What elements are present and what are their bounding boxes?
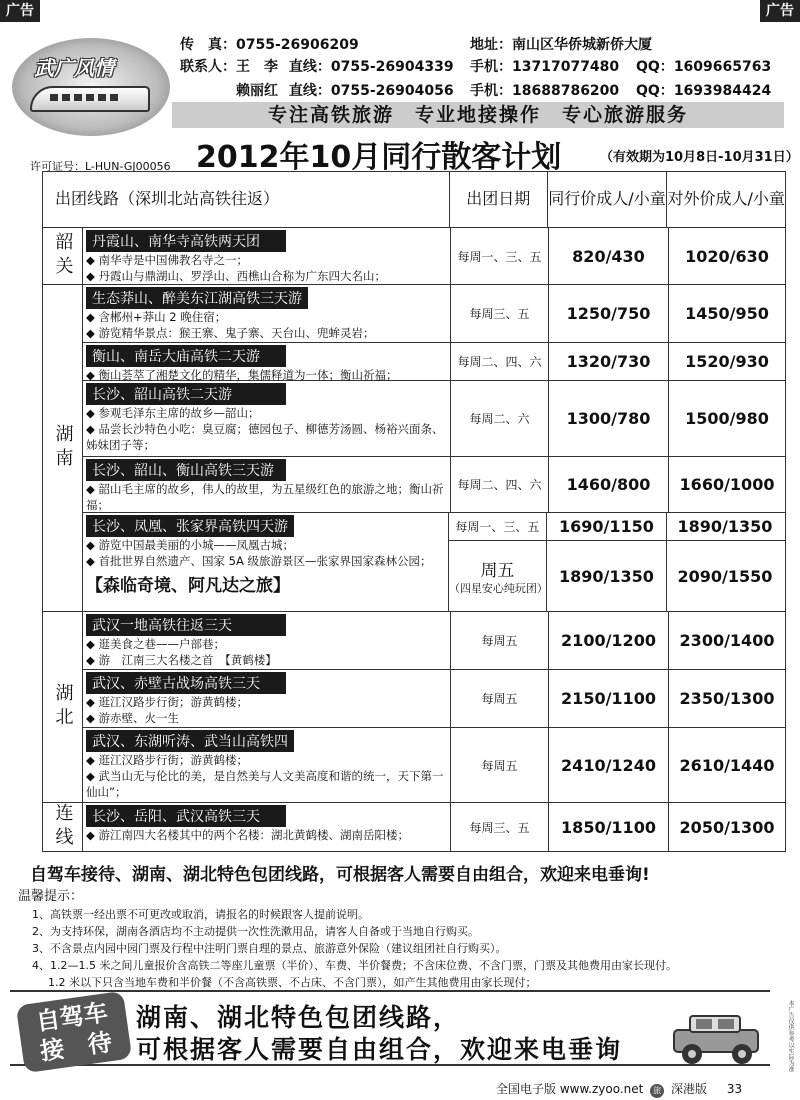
route-bullet: ◆ 含郴州+莽山 2 晚住宿； (86, 309, 447, 325)
table-row (83, 670, 785, 728)
route-date: 每周二、四、六 (451, 457, 549, 512)
table-row (83, 381, 785, 457)
route-date: 每周三、五 (451, 803, 549, 851)
route-bullet: ◆ 韶山毛主席的故乡，伟人的故里，为五星级红色的旅游之地；衡山祈福； (86, 481, 447, 513)
tip-item: 3、不含景点内园中园门票及行程中注明门票自理的景点、旅游意外保险（建议组团社自行购买）。 (32, 942, 507, 955)
route-public-price: 1890/1350 (677, 517, 773, 536)
route-bullet: ◆ 逛美食之巷——户部巷； (86, 636, 447, 652)
route-title: 丹霞山、南华寺高铁两天团 (86, 230, 286, 252)
region-name: 连线 (43, 803, 83, 851)
contact-person-1: 联系人：王 李 直线：0755-26904339 (180, 59, 454, 75)
table-row (83, 513, 785, 611)
promo-line-1: 湖南、湖北特色包团线路， (136, 1003, 461, 1032)
route-date: 每周五 (451, 728, 549, 802)
footer-site[interactable]: 全国电子版 www.zyoo.net (496, 1082, 644, 1096)
call-to-action: 自驾车接待、湖南、湖北特色包团线路，可根据客人需要自由组合，欢迎来电垂询! (30, 865, 650, 885)
route-public-price: 1020/630 (685, 246, 769, 266)
route-bullet: ◆ 丹霞山与鼎湖山、罗浮山、西樵山合称为广东四大名山； (86, 268, 447, 284)
route-bullet: ◆ 游 江南三大名楼之首 【黄鹤楼】 (86, 652, 447, 668)
table-row (83, 285, 785, 343)
contact-mobile-1: 手机：13717077480 (470, 59, 620, 75)
tip-item: 1.2 米以下只含当地车费和半价餐（不含高铁票、不占床、不含门票），如产生其他费用由家长现付； (48, 976, 537, 989)
license-number: 许可证号：L-HUN-GJ00056 (30, 160, 171, 173)
route-peer-price: 820/430 (549, 228, 669, 284)
route-title: 武汉、东湖听涛、武当山高铁四 (86, 730, 294, 752)
tip-item: 2、为支持环保，湖南各酒店均不主动提供一次性洗漱用品，请客人自备或于当地自行购买。 (32, 925, 479, 938)
header-public-price: 对外价 成人/小童 (667, 189, 785, 209)
route-title: 长沙、韶山、衡山高铁三天游 (86, 459, 286, 481)
route-bullet: ◆ 首批世界自然遗产、国家 5A 级旅游景区—张家界国家森林公园； (86, 553, 445, 569)
logo (12, 38, 170, 136)
route-date: 每周三、五 (451, 285, 549, 342)
footer (496, 1080, 742, 1098)
table-header (43, 172, 785, 228)
table-row (83, 728, 785, 802)
route-public-price: 1660/1000 (679, 475, 775, 494)
ad-label-left: 广告 (0, 0, 40, 22)
region-shaoguan (43, 228, 785, 285)
route-bullet: ◆ 武当山无与伦比的美，是自然美与人文美高度和谐的统一，天下第一仙山”； (86, 768, 447, 800)
route-public-price: 1450/950 (685, 304, 769, 323)
page-title: 2012年10月同行散客计划 (196, 140, 562, 175)
route-date: 每周一、三、五 (451, 228, 549, 284)
route-date: 每周五 (451, 612, 549, 669)
route-bullet: ◆ 逛江汉路步行街；游黄鹤楼； (86, 694, 447, 710)
route-peer-price: 1460/800 (549, 457, 669, 512)
tour-price-table (42, 171, 786, 852)
contact-qq-1: QQ：1609665763 (636, 59, 772, 75)
region-name: 韶关 (43, 228, 83, 284)
header-peer-price: 同行价 成人/小童 (548, 172, 668, 227)
region-name: 湖南 (43, 285, 83, 611)
slogan-bar: 专注高铁旅游 专业地接操作 专心旅游服务 (172, 102, 784, 128)
side-note: 本广告仅供参考以实际为准 (787, 1000, 794, 1072)
route-bullet: ◆ 逛江汉路步行街；游黄鹤楼； (86, 752, 447, 768)
tip-item: 4、1.2—1.5 米之间儿童报价含高铁二等座儿童票（半价）、车费、半价餐费；不含床位费、不含门票，门票及其他费用由家长现付。 (32, 959, 677, 972)
contact-person-2: 赖丽红 直线：0755-26904056 (236, 83, 454, 99)
logo-text: 武广风情 (34, 56, 114, 80)
ad-label-right: 广告 (760, 0, 800, 22)
region-combined (43, 803, 785, 851)
address-line: 地址：南山区华侨城新侨大厦 (470, 37, 652, 53)
region-name: 湖北 (43, 612, 83, 802)
route-title: 武汉一地高铁往返三天 (86, 614, 286, 636)
route-date: 每周一、三、五 (449, 513, 547, 540)
region-hunan (43, 285, 785, 612)
route-bullet: ◆ 游江南四大名楼其中的两个名楼：湖北黄鹤楼、湖南岳阳楼； (86, 827, 447, 843)
route-bullet: ◆ 游览精华景点：猴王寨、鬼子寨、天台山、兜蛑灵岩； (86, 325, 447, 341)
table-row (83, 343, 785, 381)
route-bullet: ◆ 游赤壁、火一生 (86, 710, 447, 726)
route-bullet: ◆ 游览中国最美丽的小城——凤凰古城； (86, 537, 445, 553)
promo-line-2: 可根据客人需要自由组合，欢迎来电垂询 (136, 1035, 623, 1064)
region-hubei (43, 612, 785, 803)
route-title: 衡山、南岳大庙高铁二天游 (86, 345, 286, 367)
self-drive-badge: 自驾车 接 待 (16, 991, 132, 1073)
route-public-price: 2300/1400 (679, 631, 775, 650)
route-title: 长沙、韶山高铁二天游 (86, 383, 286, 405)
contact-qq-2: QQ：1693984424 (636, 83, 772, 99)
jeep-icon (666, 1010, 766, 1068)
travel-badge-icon: 旅 (650, 1084, 664, 1098)
tip-item: 1、高铁票一经出票不可更改或取消，请报名的时候跟客人提前说明。 (32, 908, 369, 921)
table-row (83, 803, 785, 851)
route-public-price: 2610/1440 (679, 755, 775, 775)
page-number: 33 (726, 1082, 743, 1096)
route-date: 每周二、六 (451, 381, 549, 456)
route-tagline: 【森临奇境、阿凡达之旅】 (86, 576, 290, 596)
route-title: 生态莽山、醉美东江湖高铁三天游 (86, 287, 308, 309)
route-peer-price: 1850/1100 (549, 803, 669, 851)
route-title: 长沙、岳阳、武汉高铁三天 (86, 805, 286, 827)
route-peer-price: 1250/750 (549, 285, 669, 342)
route-peer-price: 2150/1100 (549, 670, 669, 727)
validity-note: （有效期为10月8日-10月31日） (600, 150, 799, 165)
table-row (83, 457, 785, 513)
route-public-price-alt: 2090/1550 (677, 566, 773, 586)
contact-mobile-2: 手机：18688786200 (470, 83, 620, 99)
route-public-price: 2050/1300 (679, 817, 775, 837)
route-date-alt: 周五 （四星安心纯玩团） (449, 541, 547, 611)
route-bullet: ◆ 衡山荟萃了湘楚文化的精华，集儒释道为一体；衡山祈福； (86, 367, 447, 383)
route-peer-price: 1300/780 (549, 381, 669, 456)
table-row (83, 228, 785, 284)
fax-line: 传 真：0755-26906209 (180, 37, 359, 53)
route-title: 长沙、凤凰、张家界高铁四天游 (86, 515, 294, 537)
route-public-price: 1500/980 (685, 409, 769, 428)
route-bullet: ◆ 参观毛泽东主席的故乡—韶山； (86, 405, 447, 421)
route-peer-price: 1690/1150 (547, 513, 667, 540)
route-public-price: 2350/1300 (679, 689, 775, 708)
route-bullet: ◆ 南华寺是中国佛教名寺之一； (86, 252, 447, 268)
route-date: 每周五 (451, 670, 549, 727)
route-bullet: ◆ 品尝长沙特色小吃：臭豆腐；德园包子、柳德芳汤圆、杨裕兴面条、姊妹团子等； (86, 421, 447, 453)
footer-edition: 深港版 (671, 1082, 708, 1096)
header-route: 出团线路（深圳北站高铁往返） (43, 172, 450, 227)
route-peer-price: 2410/1240 (549, 728, 669, 802)
train-icon (30, 86, 150, 112)
header-date: 出团日期 (450, 172, 548, 227)
tips-title: 温馨提示： (18, 889, 84, 904)
route-peer-price: 2100/1200 (549, 612, 669, 669)
route-peer-price-alt: 1890/1350 (547, 541, 667, 611)
route-date: 每周二、四、六 (451, 343, 549, 380)
route-peer-price: 1320/730 (549, 343, 669, 380)
table-row (83, 612, 785, 670)
route-title: 武汉、赤壁古战场高铁三天 (86, 672, 286, 694)
route-public-price: 1520/930 (685, 352, 769, 371)
